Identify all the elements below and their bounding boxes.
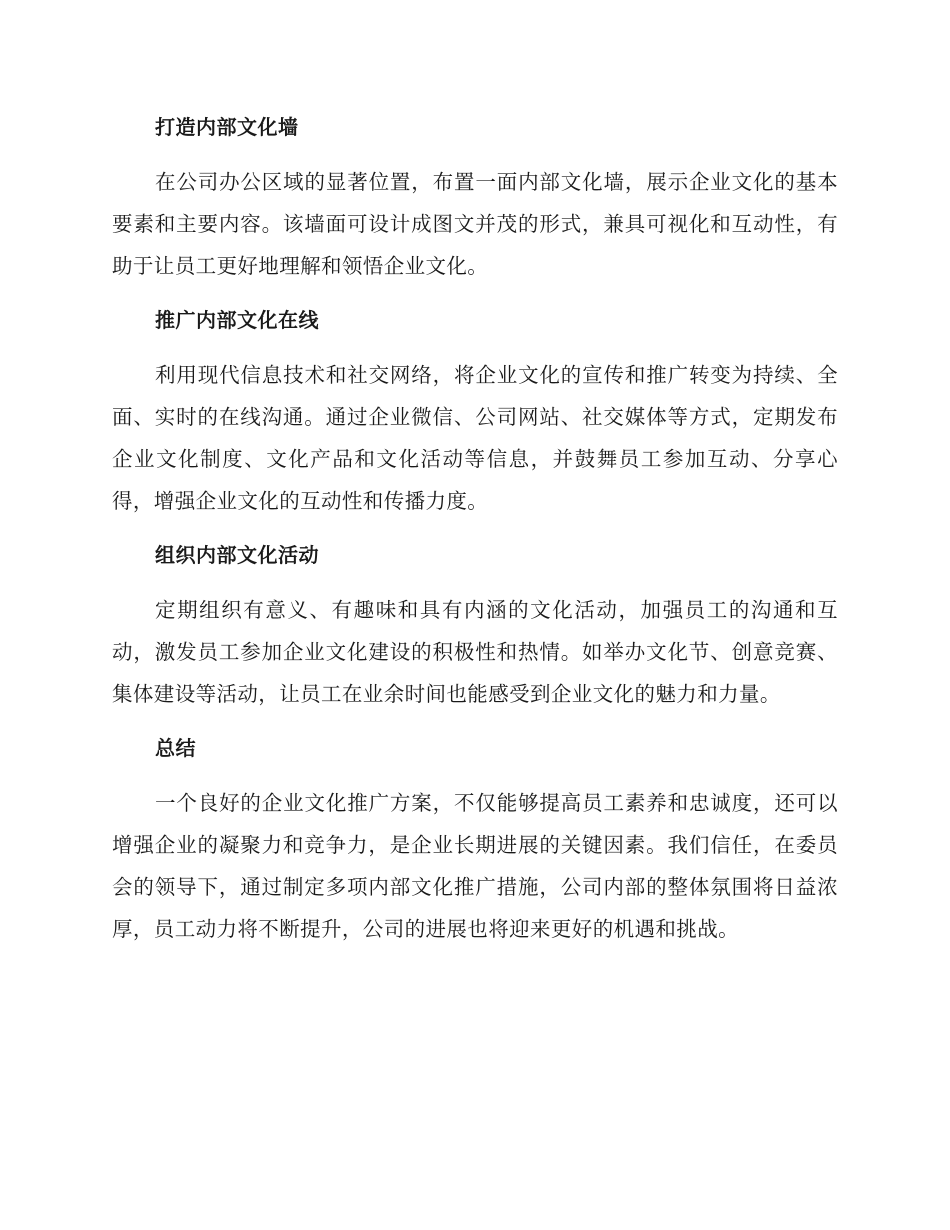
section-paragraph: 一个良好的企业文化推广方案，不仅能够提高员工素养和忠诚度，还可以增强企业的凝聚力和竞争力，是企业长期进展的关键因素。我们信任，在委员会的领导下，通过制定多项内部文化推广措施，公司内部的整体氛围将日益浓厚，员工动力将不断提升，公司的进展也将迎来更好的机遇和挑战。 [112, 791, 838, 941]
section-summary [112, 733, 838, 950]
section-paragraph: 利用现代信息技术和社交网络，将企业文化的宣传和推广转变为持续、全面、实时的在线沟通。通过企业微信、公司网站、社交媒体等方式，定期发布企业文化制度、文化产品和文化活动等信息，并鼓舞员工参加互动、分享心得，增强企业文化的互动性和传播力度。 [112, 363, 838, 513]
section-online-promotion [112, 305, 838, 522]
section-culture-wall [112, 112, 838, 287]
section-heading: 打造内部文化墙 [155, 115, 299, 139]
section-paragraph: 定期组织有意义、有趣味和具有内涵的文化活动，加强员工的沟通和互动，激发员工参加企业文化建设的积极性和热情。如举办文化节、创意竞赛、集体建设等活动，让员工在业余时间也能感受到企业文化的魅力和力量。 [112, 598, 838, 706]
section-heading: 总结 [155, 736, 196, 760]
section-paragraph: 在公司办公区域的显著位置，布置一面内部文化墙，展示企业文化的基本要素和主要内容。该墙面可设计成图文并茂的形式，兼具可视化和互动性，有助于让员工更好地理解和领悟企业文化。 [112, 170, 838, 278]
section-heading: 组织内部文化活动 [155, 543, 319, 567]
section-heading: 推广内部文化在线 [155, 308, 319, 332]
section-culture-activities [112, 540, 838, 715]
